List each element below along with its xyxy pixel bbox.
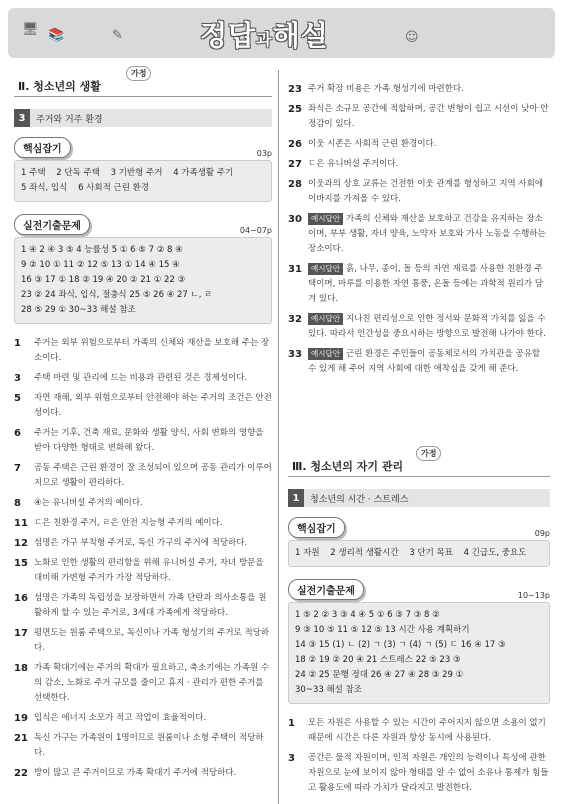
practice-row: 24 ② 25 문행 정대 26 ④ 27 ④ 28 ③ 29 ① [295,670,464,680]
answer-number: 1 [14,338,21,349]
answer-number: 8 [14,498,21,509]
answer-number: 25 [288,104,302,115]
subject-tag: 가정 [126,66,151,81]
answer-text-wrap [308,157,550,172]
answer-number: 32 [288,314,302,325]
answer-item [14,371,272,386]
answer-text-wrap [34,516,272,531]
answer-number: 19 [14,713,28,724]
core-item: 3 기반형 주거 [110,168,163,178]
answer-text-wrap [34,426,272,456]
practice-box [14,237,272,324]
answer-item [288,157,550,172]
answer-text: ④는 유니버설 주거의 예이다. [34,498,143,508]
section-number: 3 [14,109,30,127]
practice-header [288,579,550,600]
answer-text-wrap [34,496,272,511]
core-header [288,517,550,538]
answer-text-wrap [34,731,272,761]
answer-text: 공간은 물적 자원이며, 인적 자원은 개인의 능력이나 특성에 관한 자원으로 눈에 보이지 않아 형태를 알 수 없어 소유나 통제가 힘들고 활용도에 따라 가치가 달라지고 발전한다. [308,753,549,793]
answer-number: 3 [288,753,295,764]
answer-list [288,82,550,377]
section-title [14,109,272,127]
core-item: 6 사회적 근린 환경 [78,183,150,193]
answer-number: 27 [288,159,302,170]
page-title [200,14,329,54]
practice-label: 실전기출문제 [288,579,364,600]
core-item: 4 가족생활 주기 [173,168,234,178]
answer-item [288,751,550,796]
section-title-text: 청소년의 시간 · 스트레스 [310,494,409,505]
answer-list [288,716,550,796]
section-title-text: 주거와 거주 환경 [36,114,103,125]
answer-text-wrap [34,556,272,586]
answer-text: 좌식은 소규모 공간에 적합하며, 공간 변형이 쉽고 시선이 낮아 안정감이 있다. [308,104,549,129]
answer-number: 28 [288,179,302,190]
answer-item [288,137,550,152]
practice-header [14,214,272,235]
answer-number: 5 [14,393,21,404]
answer-text-wrap [308,262,550,307]
answer-number: 21 [14,733,28,744]
answer-item [14,591,272,621]
unit-title [288,449,550,477]
answer-item [14,626,272,656]
answer-text: 평면도는 원룸 주택으로, 독신이나 가족 형성기의 주거로 적당하다. [34,628,270,653]
answer-text-wrap [34,711,272,726]
answer-item [14,661,272,706]
answer-list [14,336,272,781]
answer-text: 가족 확대기에는 주거의 확대가 필요하고, 축소기에는 가족원 수의 감소, 노화로 주거 규모를 줄이고 휴지 · 관리가 편한 주거를 선택한다. [34,663,270,703]
example-answer-badge: 예시답안 [308,348,343,360]
answer-item [14,426,272,456]
answer-number: 30 [288,214,302,225]
answer-item [14,461,272,491]
core-header [14,137,272,158]
answer-number: 31 [288,264,302,275]
practice-row: 16 ③ 17 ① 18 ② 19 ④ 20 ② 21 ① 22 ③ [21,275,186,285]
answer-text-wrap [308,347,550,377]
answer-item [288,102,550,132]
example-answer-badge: 예시답안 [308,313,343,325]
answer-item [288,212,550,257]
column-divider [278,70,279,804]
core-item: 3 단기 목표 [409,548,453,558]
answer-number: 12 [14,538,28,549]
answer-text: 자연 재해, 외부 위험으로부터 안전해야 하는 주거의 조건은 안전성이다. [34,393,272,418]
answer-text: 이웃 시존은 사회적 근린 환경이다. [308,139,437,149]
answer-text: 독신 가구는 가족원이 1명이므로 원룸이나 소형 주택이 적당하다. [34,733,264,758]
answer-text-wrap [308,82,550,97]
answer-number: 18 [14,663,28,674]
practice-row: 14 ③ 15 (1) ㄴ (2) ㄱ (3) ㄱ (4) ㄱ (5) ㄷ 16 ④ 17 ③ [295,640,506,650]
core-item: 2 단독 주택 [56,168,100,178]
core-box [288,540,550,567]
right-column [288,82,550,801]
answer-text-wrap [34,661,272,706]
answer-item [14,711,272,726]
answer-number: 22 [14,768,28,779]
practice-label: 실전기출문제 [14,214,90,235]
page-header [0,0,563,62]
core-label: 핵심잡기 [14,137,71,158]
answer-text: 흙, 나무, 종이, 돌 등의 자연 재료를 사용한 친환경 주택이며, 마루를 이용한 자연 통풍, 온돌 등에는 과학적 원리가 담겨 있다. [308,264,543,304]
computer-icon: 🖥 [22,22,39,37]
answer-item [14,766,272,781]
answer-number: 1 [288,718,295,729]
core-item: 1 주택 [21,168,46,178]
section-number: 1 [288,489,304,507]
face-icon: ☺ [405,30,419,45]
title-part-c: 해설 [272,19,329,52]
answer-text-wrap [308,716,550,746]
section-title [288,489,550,507]
core-item: 1 자원 [295,548,320,558]
unit-title-text: Ⅱ. 청소년의 생활 [18,80,101,93]
answer-text-wrap [308,137,550,152]
answer-text: 섬명은 가구 부칙형 주거로, 독신 가구의 주거에 적당하다. [34,538,248,548]
practice-page: 10~13p [517,591,550,600]
answer-text-wrap [34,591,272,621]
unit-title [14,69,272,97]
answer-item [288,82,550,97]
left-column [14,69,272,786]
book-icon: 📚 [48,28,65,43]
answer-text-wrap [308,751,550,796]
core-page: 09p [534,529,550,538]
practice-row: 28 ⑤ 29 ① 30~33 해설 참조 [21,305,136,315]
answer-item [288,347,550,377]
answer-item [288,312,550,342]
answer-number: 6 [14,428,21,439]
subject-tag: 가정 [416,446,441,461]
core-page: 03p [256,149,272,158]
answer-text: 주거는 기후, 건축 재료, 문화와 생활 양식, 사회 변화의 영향을 받아 다양한 형태로 변화해 왔다. [34,428,264,453]
core-item: 5 좌식, 입식 [21,183,68,193]
core-label: 핵심잡기 [288,517,345,538]
answer-number: 3 [14,373,21,384]
answer-text: 주거는 외부 위험으로부터 가족의 신체와 재산을 보호해 주는 장소이다. [34,338,270,363]
answer-text-wrap [308,177,550,207]
pencil-icon: ✎ [112,28,123,43]
unit-title-text: Ⅲ. 청소년의 자기 관리 [292,460,404,473]
answer-number: 7 [14,463,21,474]
core-item: 4 긴급도, 중요도 [463,548,527,558]
answer-text-wrap [34,626,272,656]
answer-item [14,496,272,511]
answer-text: 주택 마련 및 관리에 드는 비용과 관련된 것은 경제성이다. [34,373,248,383]
example-answer-badge: 예시답안 [308,263,343,275]
answer-text: 섬명은 가족의 독립성을 보장하면서 가족 단란과 의사소통을 원활하게 할 수 있는 주거로, 3세대 가족에게 적당하다. [34,593,267,618]
answer-text: 입식은 에너지 소모가 적고 작업이 효율적이다. [34,713,207,723]
answer-item [288,262,550,307]
answer-text-wrap [34,391,272,421]
answer-item [14,336,272,366]
answer-text: 주거 확장 비용은 가족 형성기에 마련한다. [308,84,464,94]
practice-row: 30~33 해설 참조 [295,685,363,695]
answer-text: ㄷ은 친환경 주거, ㄹ은 안전 지능형 주거의 예이다. [34,518,223,528]
answer-text: 이웃과의 상호 교류는 건전한 이웃 관계를 형성하고 지역 사회에 이바지를 가져올 수 있다. [308,179,544,204]
practice-page: 04~07p [239,226,272,235]
answer-text-wrap [308,212,550,257]
answer-number: 11 [14,518,28,529]
answer-text-wrap [34,461,272,491]
answer-text: 지나친 편리성으로 인한 정서와 문화적 가치를 잃을 수 있다. 따라서 인간성을 중요시하는 방향으로 발전해 나가야 한다. [308,314,546,339]
answer-text: 공동 주택은 근린 환경이 잘 조성되어 있으며 공동 관리가 이루어지므로 생활이 편리하다. [34,463,272,488]
answer-item [14,516,272,531]
answer-number: 15 [14,558,28,569]
practice-row: 23 ② 24 좌식, 입식, 절충식 25 ⑤ 26 ④ 27 ㄴ, ㄹ [21,290,213,300]
title-part-b: 과 [256,30,273,49]
answer-text-wrap [34,336,272,366]
answer-item [14,536,272,551]
answer-item [288,177,550,207]
answer-text: 모든 자원은 사용할 수 있는 시간이 주어지지 않으면 소용이 없기 때문에 시간은 다른 자원과 항상 동시에 사용된다. [308,718,546,743]
practice-row: 9 ③ 10 ⑤ 11 ⑤ 12 ⑤ 13 시간 사용 계획하기 [295,625,470,635]
answer-text: 가족의 신체와 재산을 보호하고 건강을 유지하는 장소이며, 부부 생활, 자녀 양육, 노약자 보호와 가사 노동을 수행하는 장소이다. [308,214,546,254]
answer-text-wrap [308,312,550,342]
answer-item [14,556,272,586]
answer-text-wrap [34,536,272,551]
answer-number: 23 [288,84,302,95]
core-box [14,160,272,202]
answer-item [14,731,272,761]
answer-item [14,391,272,421]
answer-number: 17 [14,628,28,639]
answer-text: 노화로 인한 생활의 편리함을 위해 유니버설 주거, 자녀 방문을 대비해 가변형 주거가 가장 적당하다. [34,558,264,583]
example-answer-badge: 예시답안 [308,213,343,225]
answer-item [288,716,550,746]
answer-text-wrap [308,102,550,132]
answer-number: 26 [288,139,302,150]
answer-number: 16 [14,593,28,604]
practice-box [288,602,550,704]
answer-text-wrap [34,766,272,781]
title-part-a: 정답 [200,19,257,52]
answer-number: 33 [288,349,302,360]
answer-text: 근린 환경은 주민들이 공동체로서의 가치관을 공유할 수 있게 해 주어 지역 사회에 대한 애착심을 갖게 해 준다. [308,349,541,374]
practice-row: 9 ② 10 ① 11 ② 12 ⑤ 13 ① 14 ④ 15 ④ [21,260,180,270]
answer-text: 방이 많고 큰 주거이므로 가족 확대기 주거에 적당하다. [34,768,237,778]
answer-text: ㄷ은 유니버설 주거이다. [308,159,399,169]
practice-row: 18 ② 19 ② 20 ④ 21 스트레스 22 ⑤ 23 ③ [295,655,461,665]
core-item: 2 생리적 생활시간 [330,548,399,558]
practice-row: 1 ④ 2 ④ 3 ⑤ 4 능률성 5 ① 6 ⑤ 7 ② 8 ④ [21,245,183,255]
answer-text-wrap [34,371,272,386]
practice-row: 1 ⑤ 2 ② 3 ③ 4 ④ 5 ① 6 ③ 7 ③ 8 ② [295,610,440,620]
